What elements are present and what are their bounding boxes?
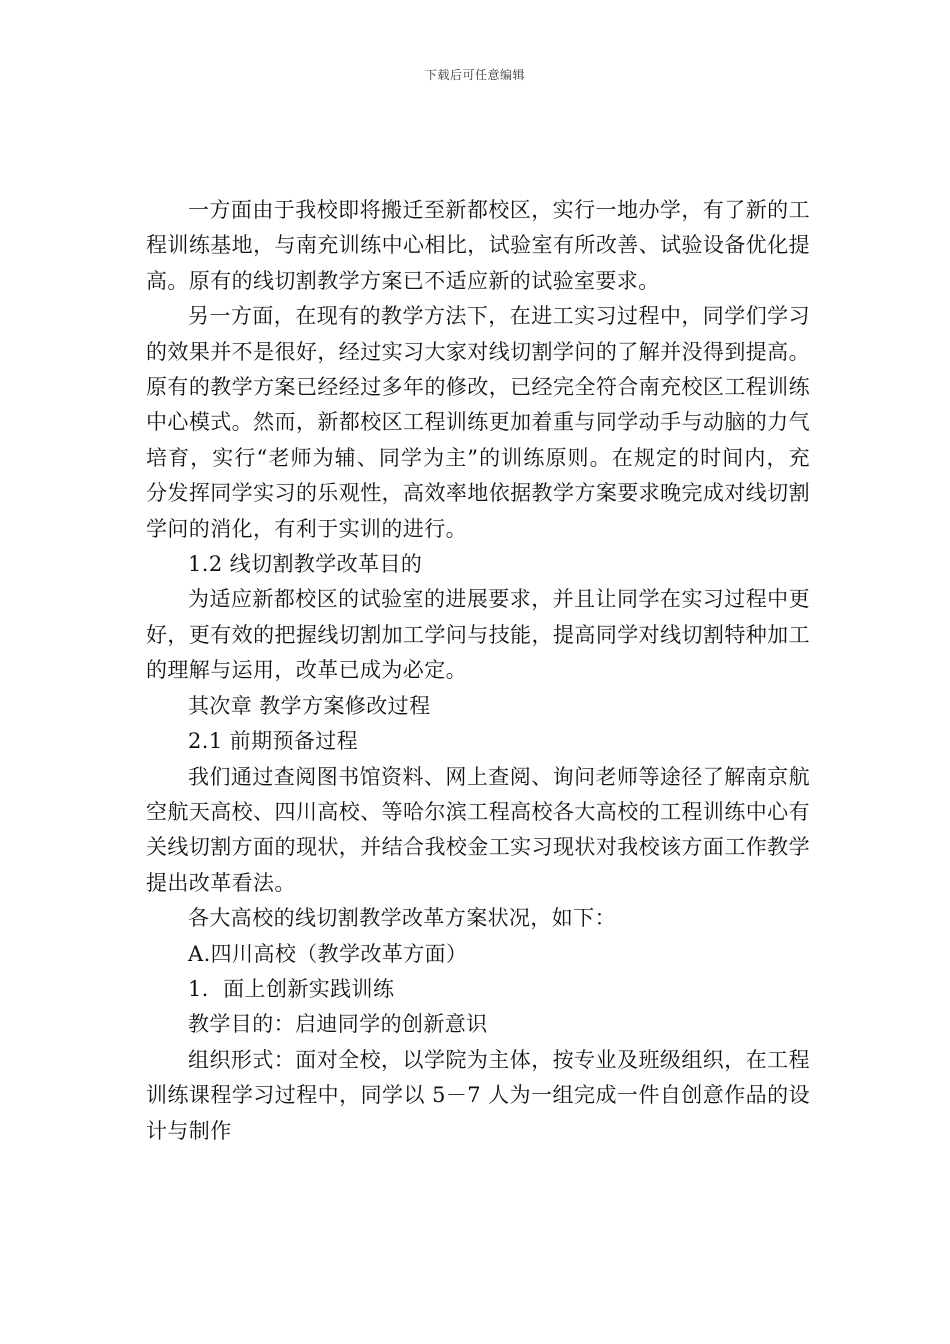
document-body xyxy=(146,193,810,1149)
section-heading-1-2: 1.2 线切割教学改革目的 xyxy=(188,552,423,577)
paragraph-campus-relocation: 一方面由于我校即将搬迁至新都校区，实行一地办学，有了新的工程训练基地，与南充训练中心相比，试验室有所改善、试验设备优化提高。原有的线切割教学方案已不适应新的试验室要求。 xyxy=(146,198,810,293)
paragraph-organization-form: 组织形式：面对全校，以学院为主体，按专业及班级组织，在工程训练课程学习过程中，同学以 5－7 人为一组完成一件自创意作品的设计与制作 xyxy=(146,1047,810,1143)
paragraph-reform-overview: 各大高校的线切割教学改革方案状况，如下： xyxy=(188,906,616,931)
list-item-innovation-training: 1．面上创新实践训练 xyxy=(188,976,395,1001)
paragraph-current-teaching: 另一方面，在现有的教学方法下，在进工实习过程中，同学们学习的效果并不是很好，经过实习大家对线切割学问的了解并没得到提高。原有的教学方案已经经过多年的修改，已经完全符合南充校区工程训练中心模式。然而，新都校区工程训练更加着重与同学动手与动脑的力气培育，实行“老师为辅、同学为主”的训练原则。在规定的时间内，充分发挥同学实习的乐观性，高效率地依据教学方案要求晚完成对线切割学问的消化，有利于实训的进行。 xyxy=(146,304,810,541)
section-heading-2-1: 2.1 前期预备过程 xyxy=(188,729,359,754)
list-heading-sichuan: A.四川高校（教学改革方面） xyxy=(188,941,468,966)
chapter-heading-2: 其次章 教学方案修改过程 xyxy=(188,693,431,718)
paragraph-research-methods: 我们通过查阅图书馆资料、网上查阅、询问老师等途径了解南京航空航天高校、四川高校、等哈尔滨工程高校各大高校的工程训练中心有关线切割方面的现状，并结合我校金工实习现状对我校该方面工作教学提出改革看法。 xyxy=(146,764,810,895)
page-header: 下载后可任意编辑 xyxy=(424,68,525,82)
paragraph-reform-purpose: 为适应新都校区的试验室的进展要求，并且让同学在实习过程中更好，更有效的把握线切割加工学问与技能，提高同学对线切割特种加工的理解与运用，改革已成为必定。 xyxy=(146,587,810,683)
paragraph-teaching-goal: 教学目的：启迪同学的创新意识 xyxy=(188,1012,488,1037)
